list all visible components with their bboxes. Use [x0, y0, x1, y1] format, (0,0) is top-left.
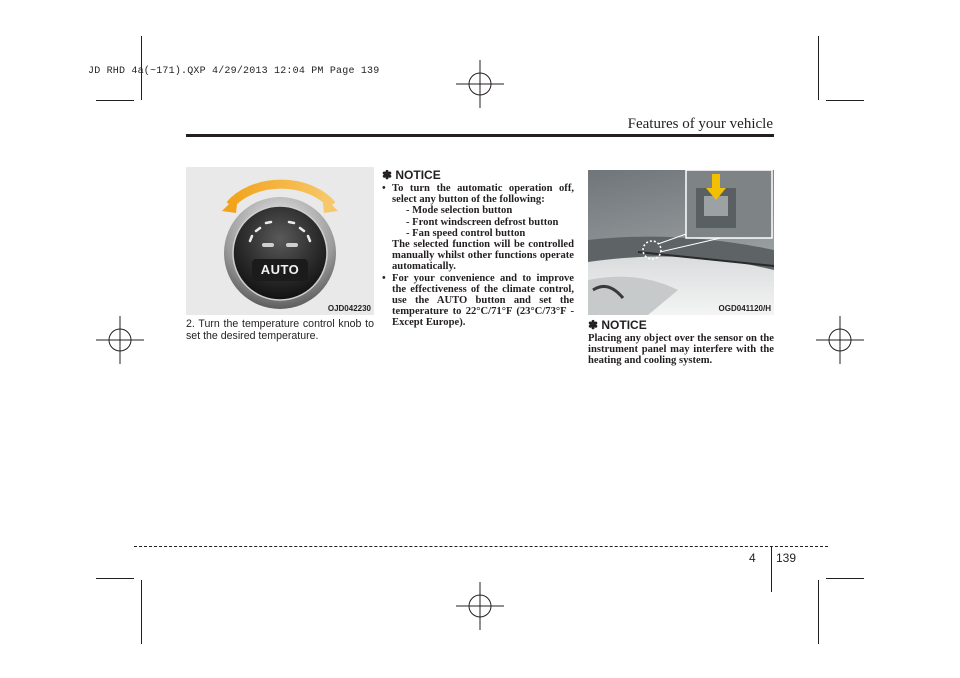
page-number: 139 — [776, 551, 797, 565]
bullet-after-text: The selected function will be controlled manually whilst other functions operate automatically. — [392, 239, 574, 273]
figure-code: OJD042230 — [327, 304, 371, 313]
step-number: 2. — [186, 318, 195, 330]
notice-block-2 — [588, 318, 774, 367]
figure-code: OGD041120/H — [718, 304, 771, 313]
page-header-title: Features of your vehicle — [627, 116, 773, 132]
notice-text: Placing any object over the sensor on the instrument panel may interfere with the heating and cooling system. — [588, 333, 774, 367]
notice-block-1 — [382, 168, 574, 329]
windscreen-sensor-illustration — [588, 170, 774, 315]
print-slug: JD RHD 4a(~171).QXP 4/29/2013 12:04 PM Page 139 — [88, 66, 380, 77]
sub-item: - Mode selection button — [406, 205, 513, 217]
auto-knob-illustration — [186, 167, 374, 315]
chapter-number: 4 — [749, 551, 756, 565]
notice-bullet: • For your convenience and to improve the effectiveness of the climate control, use the AUTO button and set the temperature to 22°C/71°F (23°C/73°F -Except Europe). — [382, 272, 574, 329]
sub-item: - Fan speed control button — [406, 227, 526, 239]
registration-mark-top — [456, 60, 504, 108]
page-separator — [771, 546, 772, 592]
bullet-text: For your convenience and to improve the effectiveness of the climate control, use the AUTO button and set the temperature to 22°C/71°F (23°C/73°F -Except Europe). — [392, 272, 574, 329]
footer-rule — [134, 546, 828, 547]
bullet-text: To turn the automatic operation off, select any button of the following: — [392, 183, 574, 206]
registration-mark-bottom — [456, 582, 504, 630]
figure-auto-knob — [186, 167, 374, 315]
figure-sensor — [588, 170, 774, 315]
notice-heading: ✽ NOTICE — [588, 318, 647, 332]
notice-body — [382, 183, 574, 329]
auto-button-label: AUTO — [260, 262, 300, 277]
step-text: Turn the temperature control knob to set the desired temperature. — [186, 318, 374, 343]
notice-heading: ✽ NOTICE — [382, 168, 441, 182]
sub-item: - Front windscreen defrost button — [406, 216, 559, 228]
notice-bullet: • To turn the automatic operation off, select any button of the following: - Mode selection button - Front windscreen defrost button - Fan speed control button The selected function will be controlled manually whilst other functions operate automatically. — [382, 183, 574, 273]
registration-mark-left — [96, 316, 144, 364]
header-rule — [186, 134, 774, 137]
registration-mark-right — [816, 316, 864, 364]
instruction-step — [186, 318, 374, 343]
